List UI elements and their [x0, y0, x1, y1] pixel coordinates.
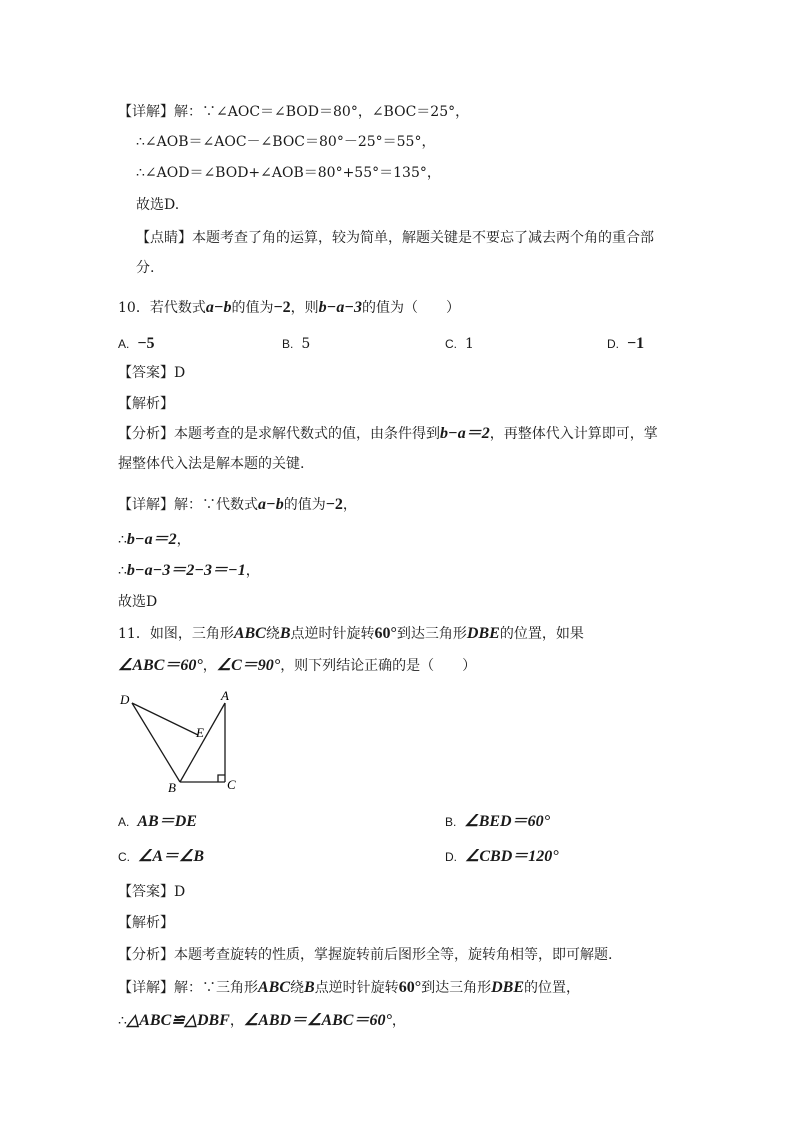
detail-tag: 【详解】 [118, 104, 174, 120]
q11-rot2: 点逆时针旋转 [290, 626, 375, 642]
q10-conclusion: 故选D [118, 594, 158, 610]
q11-deg: 60° [374, 625, 397, 642]
q10-fenxi-line2: 握整体代入法是解本题的关键. [118, 456, 305, 472]
q11-cond2: ∠C＝90° [216, 657, 281, 674]
fenxi-text2: ，再整体代入计算即可，掌 [489, 426, 658, 442]
option-value: 1 [465, 336, 474, 352]
q11-rot3: 到达三角形 [396, 626, 467, 642]
q11-abc: ABC [233, 625, 266, 642]
q10-value: −2 [273, 299, 291, 316]
option-label: B. [445, 815, 457, 829]
option-value: ∠A＝∠B [138, 848, 205, 865]
last-expr1: △ABC≌△DBF [126, 1012, 230, 1029]
label-a: A [221, 688, 229, 703]
detail-text5: 的位置， [524, 980, 580, 996]
label-c: C [227, 777, 236, 792]
q11-option-b[interactable] [445, 812, 550, 832]
step-end: ， [176, 532, 191, 548]
detail-text2: 绕 [290, 980, 305, 996]
detail-mid: 的值为 [283, 497, 326, 513]
step-end: ， [245, 563, 260, 579]
option-label: C. [445, 337, 457, 351]
last-expr2: ∠ABD＝∠ABC＝60° [243, 1012, 392, 1029]
q9-comment-line2: 分. [136, 260, 155, 276]
option-label: A. [118, 815, 130, 829]
detail-text: 解：∵∠AOC＝∠BOD＝80°，∠BOC＝25°， [174, 104, 470, 120]
q11-option-c[interactable] [118, 847, 204, 867]
therefore-symbol: ∴ [118, 1013, 127, 1029]
q10-detail-line [118, 495, 357, 515]
option-value: 5 [301, 336, 311, 352]
detail-expr: a−b [258, 496, 284, 513]
q11-fenxi [118, 945, 612, 965]
therefore-symbol: ∴ [118, 563, 127, 579]
last-sep: ， [229, 1013, 244, 1029]
option-label: B. [282, 337, 294, 351]
option-label: C. [118, 850, 130, 864]
detail-b: B [304, 979, 315, 996]
q9-conclusion: 故选D. [136, 197, 180, 213]
detail-text4: 到达三角形 [421, 980, 492, 996]
step-expr: b−a−3＝2−3＝−1 [126, 562, 246, 579]
detail-text1: 解：∵三角形 [174, 980, 258, 996]
q11-cond1: ∠ABC＝60° [118, 657, 203, 674]
detail-tag: 【详解】 [118, 497, 174, 513]
q10-answer: 【答案】D [118, 365, 186, 381]
q9-detail-line2: ∴∠AOB＝∠AOC－∠BOC＝80°－25°＝55°， [136, 134, 436, 150]
last-end: ， [391, 1013, 406, 1029]
detail-abc: ABC [258, 979, 291, 996]
segment-ba [180, 703, 225, 782]
q10-analysis-tag: 【解析】 [118, 396, 174, 412]
option-label: A. [118, 337, 130, 351]
q10-then: ，则 [290, 300, 319, 316]
comment-text: 本题考查了角的运算，较为简单，解题关键是不要忘了减去两个角的重合部 [192, 230, 654, 246]
q11-detail-line [118, 978, 580, 998]
fenxi-tag: 【分析】 [118, 947, 174, 963]
q10-option-a[interactable] [118, 334, 154, 354]
comment-tag: 【点睛】 [136, 230, 192, 246]
detail-text: 解：∵代数式 [174, 497, 258, 513]
right-angle-mark [218, 775, 225, 782]
therefore-symbol: ∴ [118, 532, 127, 548]
q10-option-b[interactable] [282, 334, 310, 354]
q9-comment-line1 [136, 228, 654, 248]
option-label: D. [607, 337, 619, 351]
q10-fenxi-line1 [118, 424, 658, 444]
q11-answer: 【答案】D [118, 884, 186, 900]
label-d: D [120, 692, 130, 707]
option-value: −5 [137, 335, 155, 352]
q11-option-a[interactable] [118, 812, 197, 832]
option-value: ∠CBD＝120° [465, 848, 559, 865]
q11-last-line [118, 1011, 406, 1031]
detail-val: −2 [325, 496, 343, 513]
q11-prefix: 11．如图，三角形 [118, 626, 234, 642]
fenxi-text: 本题考查旋转的性质，掌握旋转前后图形全等，旋转角相等，即可解题. [174, 947, 613, 963]
step-expr: b−a＝2 [126, 531, 177, 548]
detail-deg: 60° [398, 979, 422, 996]
label-b: B [168, 780, 176, 795]
q11-cond-end: ，则下列结论正确的是（ ） [280, 658, 477, 674]
q9-detail-line3: ∴∠AOD＝∠BOD+∠AOB＝80°+55°＝135°， [136, 165, 441, 181]
q11-rot4: 的位置，如果 [499, 626, 584, 642]
q11-b: B [279, 625, 291, 642]
q11-option-d[interactable] [445, 847, 559, 867]
option-value: ∠BED＝60° [464, 813, 550, 830]
q11-stem-line1 [118, 624, 584, 644]
q10-expr2: b−a−3 [318, 299, 363, 316]
option-label: D. [445, 850, 457, 864]
q10-prefix: 10．若代数式 [118, 300, 206, 316]
detail-tag: 【详解】 [118, 980, 174, 996]
q11-stem-line2 [118, 656, 476, 676]
detail-end: ， [342, 497, 357, 513]
q10-option-d[interactable] [607, 334, 644, 354]
q10-expr: a−b [205, 299, 232, 316]
fenxi-tag: 【分析】 [118, 426, 174, 442]
q10-option-c[interactable] [445, 334, 474, 354]
detail-text3: 点逆时针旋转 [314, 980, 399, 996]
fenxi-expr: b−a＝2 [440, 425, 490, 442]
option-value: −1 [627, 335, 645, 352]
q10-suffix: 的值为（ ） [362, 300, 461, 316]
q11-figure [110, 685, 260, 797]
option-value: AB＝DE [137, 813, 197, 830]
q11-analysis-tag: 【解析】 [118, 915, 174, 931]
q11-cond-sep: ， [202, 658, 217, 674]
fenxi-text: 本题考查的是求解代数式的值，由条件得到 [174, 426, 440, 442]
q10-mid: 的值为 [231, 300, 274, 316]
label-e: E [196, 725, 204, 740]
detail-dbe: DBE [491, 979, 524, 996]
q11-rot1: 绕 [265, 626, 280, 642]
q9-detail-line1 [118, 102, 469, 122]
q10-step1 [118, 530, 191, 550]
q10-stem [118, 298, 460, 318]
q10-step2 [118, 561, 260, 581]
q11-dbe: DBE [466, 625, 500, 642]
